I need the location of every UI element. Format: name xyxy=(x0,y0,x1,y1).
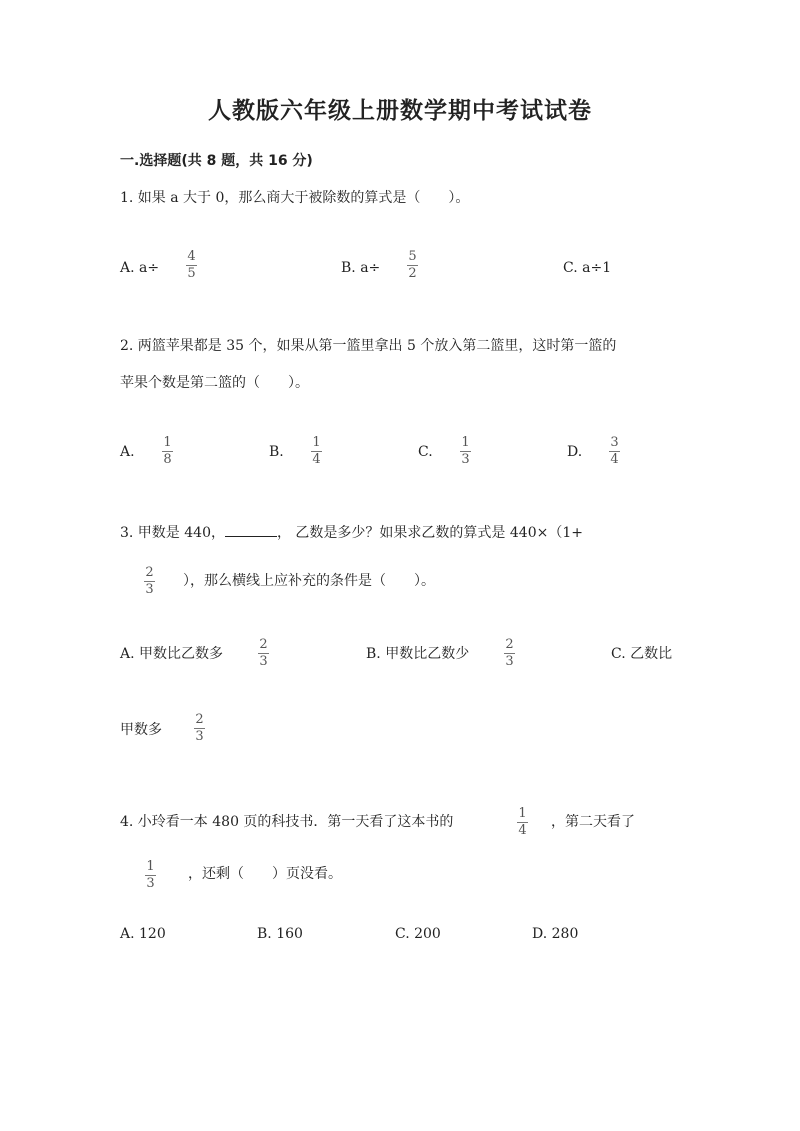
numerator: 1 xyxy=(146,859,155,874)
numerator: 3 xyxy=(610,435,619,450)
q4-stem-fraction-2 xyxy=(145,860,156,891)
denominator: 4 xyxy=(610,452,619,467)
numerator: 4 xyxy=(187,249,196,264)
q2-option-d-fraction xyxy=(609,436,620,467)
section-heading: 一.选择题(共 8 题，共 16 分) xyxy=(120,153,313,169)
q2-option-c-fraction xyxy=(460,436,471,467)
q3-stem-part-2: ， 乙数是多少？如果求乙数的算式是 440×（1+ xyxy=(276,525,583,541)
q1-option-b-fraction xyxy=(407,250,418,281)
denominator: 3 xyxy=(146,876,155,891)
denominator: 3 xyxy=(195,729,204,744)
denominator: 3 xyxy=(259,654,268,669)
q1-option-b-label: B. a÷ xyxy=(341,260,381,276)
denominator: 3 xyxy=(461,452,470,467)
denominator: 3 xyxy=(505,654,514,669)
q2-option-b-fraction xyxy=(311,436,322,467)
answer-blank xyxy=(225,524,277,537)
denominator: 5 xyxy=(187,266,196,281)
q3-option-a-label: A. 甲数比乙数多 xyxy=(120,646,224,662)
q3-option-a-fraction xyxy=(258,638,269,669)
q4-stem-fraction-1 xyxy=(517,807,528,838)
q2-option-d-label: D. xyxy=(567,444,583,460)
q3-stem-fraction xyxy=(144,566,155,597)
numerator: 1 xyxy=(163,435,172,450)
numerator: 1 xyxy=(461,435,470,450)
q3-option-b-label: B. 甲数比乙数少 xyxy=(366,646,470,662)
q2-option-c-label: C. xyxy=(418,444,433,460)
q3-stem-line-2: ），那么横线上应补充的条件是（ ）。 xyxy=(183,573,435,589)
page-title: 人教版六年级上册数学期中考试试卷 xyxy=(208,98,592,124)
q2-stem-line-1: 2. 两篮苹果都是 35 个，如果从第一篮里拿出 5 个放入第二篮里，这时第一篮的 xyxy=(120,338,617,354)
q3-stem-line-1 xyxy=(120,523,583,543)
q4-option-c: C. 200 xyxy=(395,926,441,942)
numerator: 2 xyxy=(195,712,204,727)
numerator: 2 xyxy=(505,637,514,652)
q3-option-b-fraction xyxy=(504,638,515,669)
q4-option-d: D. 280 xyxy=(532,926,579,942)
numerator: 1 xyxy=(312,435,321,450)
q3-option-c-continuation: 甲数多 xyxy=(120,722,162,738)
q4-stem-line-1-end: ，第二天看了 xyxy=(551,814,635,830)
numerator: 5 xyxy=(408,249,417,264)
q1-option-a-label: A. a÷ xyxy=(120,260,160,276)
q2-option-b-label: B. xyxy=(269,444,284,460)
q4-option-a: A. 120 xyxy=(120,926,166,942)
q2-stem-line-2: 苹果个数是第二篮的（ ）。 xyxy=(120,375,309,391)
denominator: 8 xyxy=(163,452,172,467)
denominator: 4 xyxy=(312,452,321,467)
q1-stem: 1. 如果 a 大于 0，那么商大于被除数的算式是（ ）。 xyxy=(120,190,470,206)
q3-option-c-fraction xyxy=(194,713,205,744)
q1-option-c-label: C. a÷1 xyxy=(563,260,612,276)
q3-option-c-label: C. 乙数比 xyxy=(611,646,673,662)
q2-option-a-fraction xyxy=(162,436,173,467)
denominator: 2 xyxy=(408,266,417,281)
q2-option-a-label: A. xyxy=(120,444,135,460)
denominator: 4 xyxy=(518,823,527,838)
denominator: 3 xyxy=(145,582,154,597)
numerator: 2 xyxy=(259,637,268,652)
q3-stem-part-1: 3. 甲数是 440， xyxy=(120,525,225,541)
numerator: 1 xyxy=(518,806,527,821)
q4-stem-line-1: 4. 小玲看一本 480 页的科技书．第一天看了这本书的 xyxy=(120,814,454,830)
q4-stem-line-2: ，还剩（ ）页没看。 xyxy=(188,866,342,882)
q1-option-a-fraction xyxy=(186,250,197,281)
numerator: 2 xyxy=(145,565,154,580)
q4-option-b: B. 160 xyxy=(257,926,303,942)
